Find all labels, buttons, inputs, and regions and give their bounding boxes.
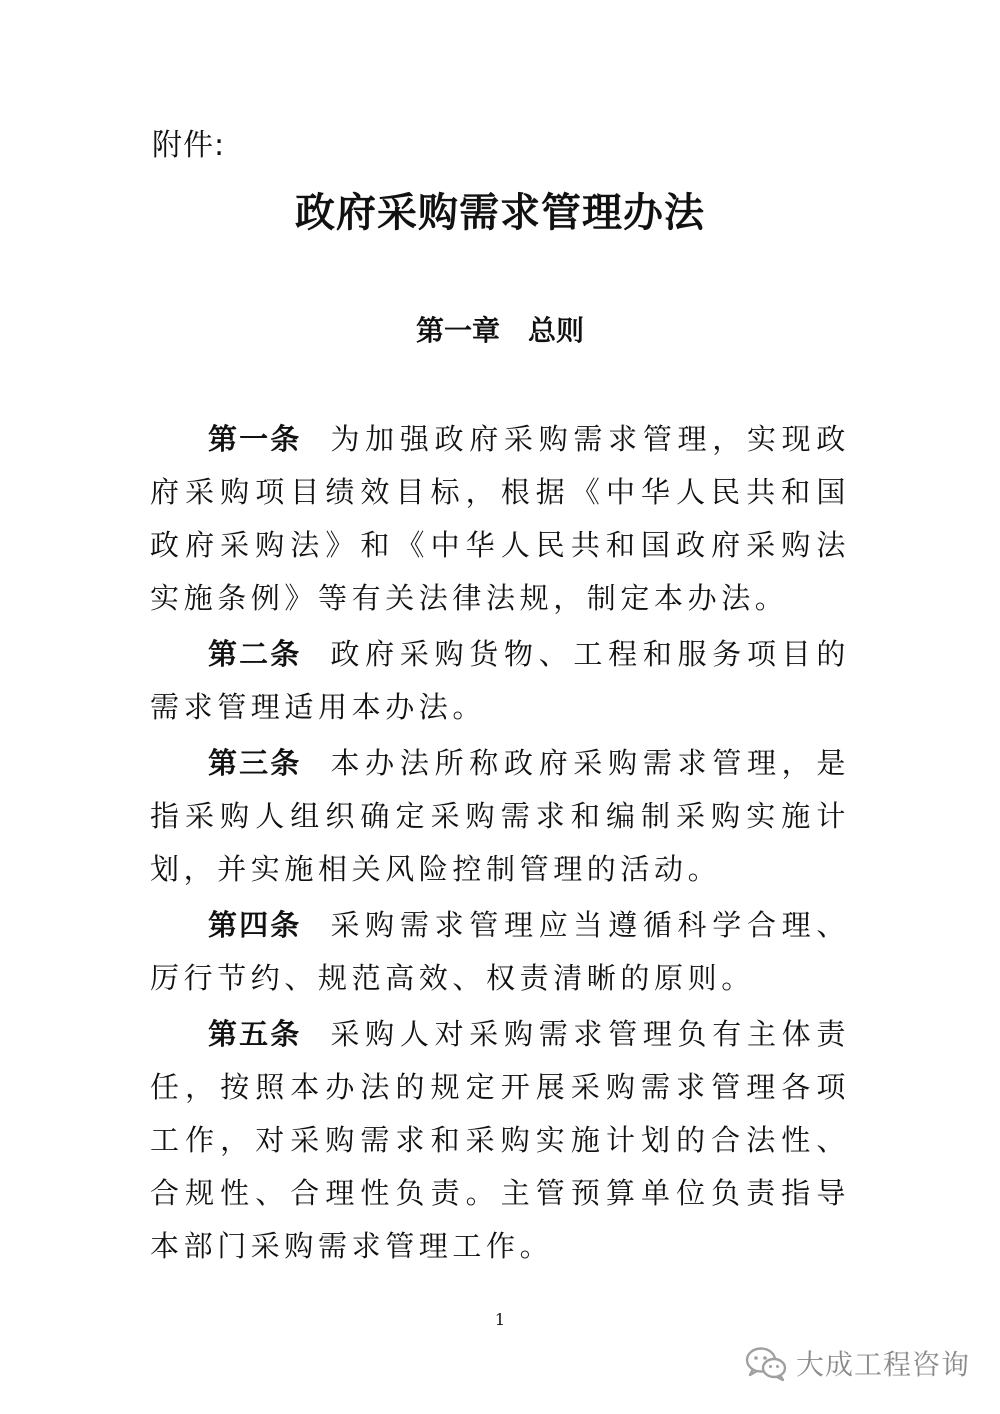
document-title: 政府采购需求管理办法 — [295, 189, 705, 236]
watermark — [744, 1338, 970, 1388]
article-4 — [150, 899, 850, 1005]
article-5 — [150, 1008, 850, 1273]
document-body — [150, 413, 850, 1276]
article-3 — [150, 737, 850, 896]
chapter-name: 总则 — [528, 314, 585, 347]
article-2 — [150, 628, 850, 734]
article-text: 为加强政府采购需求管理，实现政府采购项目绩效目标，根据《中华人民共和国政府采购法》和《中华人民共和国政府采购法实施条例》等有关法律法规，制定本办法。 — [150, 422, 850, 615]
chapter-heading — [0, 311, 1000, 351]
article-text: 本办法所称政府采购需求管理，是指采购人组织确定采购需求和编制采购实施计划，并实施相关风险控制管理的活动。 — [150, 746, 850, 886]
wechat-icon — [744, 1344, 788, 1382]
attachment-label: 附件: — [152, 128, 226, 163]
article-number: 第四条 — [208, 908, 302, 942]
article-1 — [150, 413, 850, 625]
chapter-number: 第一章 — [415, 314, 500, 347]
watermark-text: 大成工程咨询 — [795, 1348, 970, 1381]
article-text: 政府采购货物、工程和服务项目的需求管理适用本办法。 — [150, 637, 850, 724]
article-number: 第三条 — [208, 746, 302, 780]
article-number: 第二条 — [208, 637, 302, 671]
page-number: 1 — [494, 1310, 506, 1329]
article-number: 第一条 — [208, 422, 302, 456]
article-text: 采购需求管理应当遵循科学合理、厉行节约、规范高效、权责清晰的原则。 — [150, 908, 850, 995]
article-text: 采购人对采购需求管理负有主体责任，按照本办法的规定开展采购需求管理各项工作，对采购需求和采购实施计划的合法性、合规性、合理性负责。主管预算单位负责指导本部门采购需求管理工作。 — [150, 1017, 850, 1263]
article-number: 第五条 — [208, 1017, 302, 1051]
